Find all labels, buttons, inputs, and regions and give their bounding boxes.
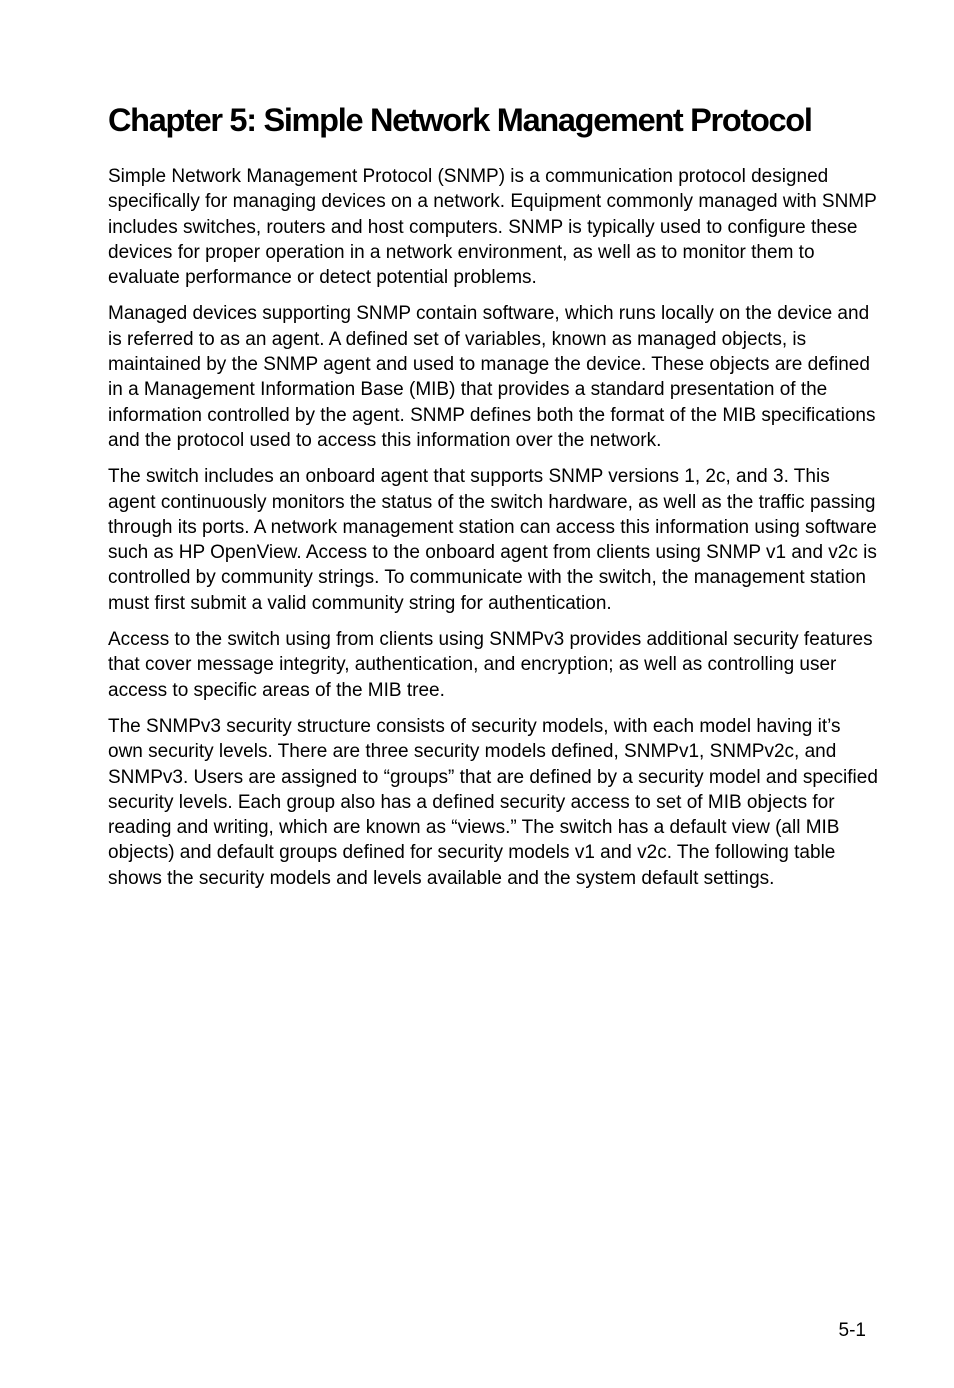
paragraph-security-structure: The SNMPv3 security structure consists of security models, with each model having it’s own security levels. There are three security models defined, SNMPv1, SNMPv2c, and SNMPv3. Users are assigned to “groups” that are defined by a security model and specified security levels. Each group also has a defined security access to set of MIB objects for reading and writing, which are known as “views.” The switch has a default view (all MIB objects) and default groups defined for security models v1 and v2c. The following table shows the security models and levels available and the system default settings. xyxy=(108,715,878,889)
paragraph-managed-devices: Managed devices supporting SNMP contain software, which runs locally on the device and is referred to as an agent. A defined set of variables, known as managed objects, is maintained by the SNMP agent and used to manage the device. These objects are defined in a Management Information Base (MIB) that provides a standard presentation of the information controlled by the agent. SNMP defines both the format of the MIB specifications and the protocol used to access this information over the network. xyxy=(108,303,876,451)
paragraph-snmpv3-access: Access to the switch using from clients using SNMPv3 provides additional security features that cover message integrity, authentication, and encryption; as well as controlling user access to specific areas of the MIB tree. xyxy=(108,629,873,701)
paragraph-snmp-intro: Simple Network Management Protocol (SNMP) is a communication protocol designed specifically for managing devices on a network. Equipment commonly managed with SNMP includes switches, routers and host computers. SNMP is typically used to configure these devices for proper operation in a network environment, as well as to monitor them to evaluate performance or detect potential problems. xyxy=(108,166,877,289)
paragraph-onboard-agent: The switch includes an onboard agent that supports SNMP versions 1, 2c, and 3. This agent continuously monitors the status of the switch hardware, as well as the traffic passing through its ports. A network management station can access this information using software such as HP OpenView. Access to the onboard agent from clients using SNMP v1 and v2c is controlled by community strings. To communicate with the switch, the management station must first submit a valid community string for authentication. xyxy=(108,466,877,614)
chapter-title: Chapter 5: Simple Network Management Protocol xyxy=(108,102,812,138)
page-number: 5-1 xyxy=(838,1320,866,1341)
body-text xyxy=(108,164,878,902)
